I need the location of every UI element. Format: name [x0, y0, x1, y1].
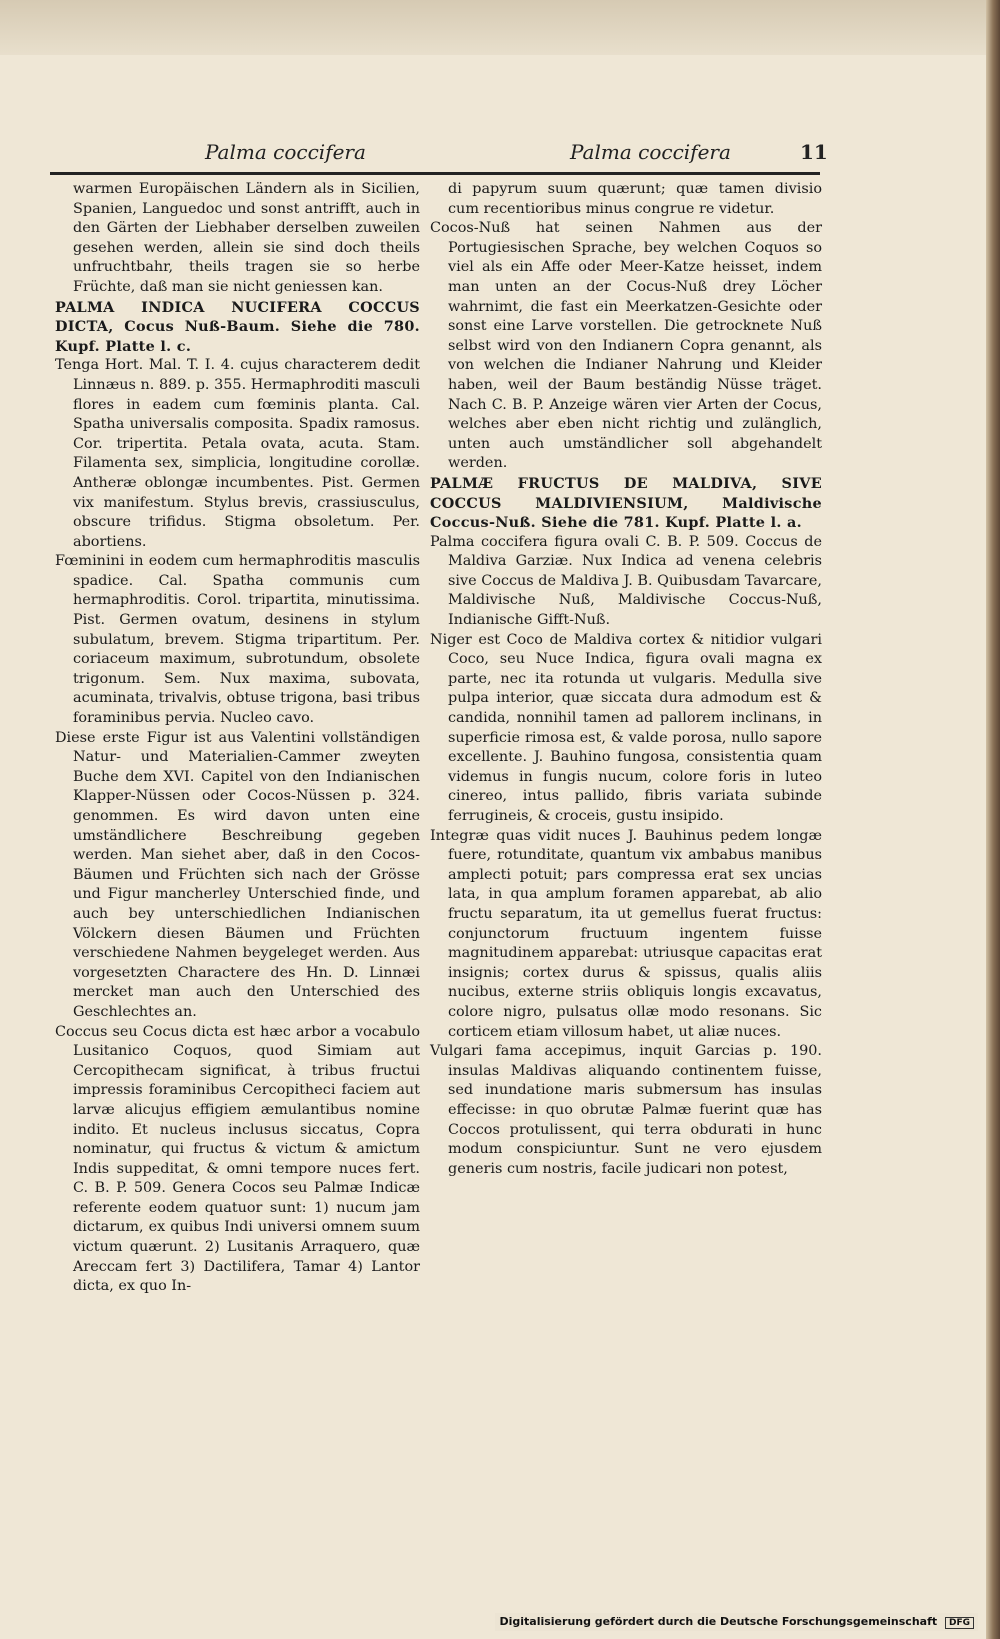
paragraph: Coccus seu Cocus dicta est hæc arbor a vocabulo Lusitanico Coquos, quod Simiam aut Cercopithecam significat, à tribus fructui impressis foraminibus Cercopitheci faciem aut larvæ alicujus effigiem æmulantibus nomine indito. Et nucleus inclusus siccatus, Copra nominatur, qui fructus & victum & amictum Indis suppeditat, & omni tempore nuces fert. C. B. P. 509. Genera Cocos seu Palmæ Indicæ referente eodem quatuor sunt: 1) nucum jam dictarum, ex quibus Indi universi omnem suum victum quærunt. 2) Lusitanis Arraquero, quæ Areccam fert 3) Dactilifera, Tamar 4) Lantor dicta, ex quo In-: [55, 1023, 420, 1295]
page-number: 11: [800, 140, 828, 164]
page-top-margin: [0, 0, 986, 55]
page-edge: [986, 0, 1000, 1639]
paragraph: Tenga Hort. Mal. T. I. 4. cujus characterem dedit Linnæus n. 889. p. 355. Hermaphroditi masculi flores in eadem cum fœminis planta. Cal. Spatha universalis composita. Spadix ramosus. Cor. tripertita. Petala ovata, acuta. Stam. Filamenta sex, simplicia, longitudine corollæ. Antheræ oblongæ incumbentes. Pist. Germen vix manifestum. Stylus brevis, crassiusculus, obscure trifidus. Stigma obsoletum. Per. abortiens.: [55, 357, 420, 550]
paragraph: warmen Europäischen Ländern als in Sicilien, Spanien, Languedoc und sonst antrifft, auch in den Gärten der Liebhaber derselben zuweilen gesehen werden, allein sie sind doch theils unfruchtbahr, theils tragen sie so herbe Früchte, daß man sie nicht geniessen kan.: [73, 181, 420, 295]
paragraph: PALMA INDICA NUCIFERA COCCUS DICTA, Cocus Nuß-Baum. Siehe die 780. Kupf. Platte l. c.: [55, 298, 420, 355]
paragraph: di papyrum suum quærunt; quæ tamen divisio cum recentioribus minus congrue re videtur.: [448, 181, 822, 217]
paragraph: Diese erste Figur ist aus Valentini vollständigen Natur- und Materialien-Cammer zweyten Buche dem XVI. Capitel von den Indianischen Klapper-Nüssen oder Cocos-Nüssen p. 324. genommen. Es wird davon unten eine umständlichere Beschreibung gegeben werden. Man siehet aber, daß in den Cocos-Bäumen und Früchten sich nach der Grösse und Figur mancherley Unterschied finde, und auch bey unterschiedlichen Indianischen Völckern diesen Bäumen und Früchten verschiedene Nahmen beygeleget werden. Aus vorgesetzten Charactere des Hn. D. Linnæi mercket man auch den Unterschied des Geschlechtes an.: [55, 729, 420, 1020]
right-column: [430, 180, 822, 1179]
running-head-right: Palma coccifera: [570, 140, 731, 164]
paragraph: Palma coccifera figura ovali C. B. P. 509. Coccus de Maldiva Garziæ. Nux Indica ad venena celebris sive Coccus de Maldiva J. B. Quibusdam Tavarcare, Maldivische Nuß, Maldivische Coccus-Nuß, Indianische Gifft-Nuß.: [430, 533, 822, 629]
paragraph: PALMÆ FRUCTUS DE MALDIVA, SIVE COCCUS MALDIVIENSIUM, Maldivische Coccus-Nuß. Siehe die 781. Kupf. Platte l. a.: [430, 474, 822, 532]
credit-text: Digitalisierung gefördert durch die Deutsche Forschungsgemeinschaft: [499, 1615, 938, 1628]
paragraph: Vulgari fama accepimus, inquit Garcias p. 190. insulas Maldivas aliquando continentem fuisse, sed inundatione maris submersum has insulas effecisse: in quo obrutæ Palmæ fuerint quæ has Coccos protulissent, qui terra obdurati in hunc modum conspiciuntur. Sunt ne vero ejusdem generis cum nostris, facile judicari non potest,: [430, 1043, 822, 1177]
paragraph: Cocos-Nuß hat seinen Nahmen aus der Portugiesischen Sprache, bey welchen Coquos so viel als ein Affe oder Meer-Katze heisset, indem man unten an der Cocus-Nuß drey Löcher wahrnimt, die fast ein Meerkatzen-Gesichte oder sonst eine Larve vorstellen. Die getrocknete Nuß selbst wird von den Indianern Copra genannt, als von welchen die Indianer Nahrung und Kleider haben, weil der Baum beständig Nüsse träget. Nach C. B. P. Anzeige wären vier Arten der Cocus, welches aber eben nicht richtig und zulänglich, unten auch umständlicher soll abgehandelt werden.: [430, 220, 822, 472]
paragraph: Fœminini in eodem cum hermaphroditis masculis spadice. Cal. Spatha communis cum hermaphroditis. Corol. tripartita, minutissima. Pist. Germen ovatum, desinens in stylum subulatum, brevem. Stigma tripartitum. Per. coriaceum maximum, subrotundum, obsolete trigonum. Sem. Nux maxima, subovata, acuminata, trivalvis, obtuse trigona, basi tribus foraminibus pervia. Nucleo cavo.: [55, 553, 420, 727]
left-column: [55, 180, 420, 1297]
dfg-logo: DFG: [945, 1617, 974, 1629]
paragraph: Niger est Coco de Maldiva cortex & nitidior vulgari Coco, seu Nuce Indica, figura ovali magna ex parte, nec ita rotunda ut vulgaris. Medulla sive pulpa interior, quæ siccata dura admodum est & candida, nonnihil tamen ad pallorem inclinans, in superficie rimosa est, & valde porosa, nullo sapore excellente. J. Bauhino fungosa, consistentia quam videmus in fungis nucum, colore foris in luteo cinereo, intus pallido, fibris variata subinde ferrugineis, & croceis, gustu insipido.: [430, 631, 822, 824]
paragraph: Integræ quas vidit nuces J. Bauhinus pedem longæ fuere, rotunditate, quantum vix ambabus manibus amplecti potuit; pars compressa erat sex uncias lata, in qua amplum foramen apparebat, ab alio fructu separatum, ita ut gemellus fuerat fructus: conjunctorum fructuum ingentem fuisse magnitudinem apparebat: utriusque capacitas erat insignis; cortex durus & spissus, qualis aliis nucibus, externe striis obliquis longis excavatus, colore nigro, pulsatus ollæ modo resonans. Sic corticem etiam villosum habet, ut aliæ nuces.: [430, 827, 822, 1040]
running-head-left: Palma coccifera: [205, 140, 366, 164]
header-rule: [50, 172, 820, 175]
digitization-credit: [495, 1613, 978, 1631]
